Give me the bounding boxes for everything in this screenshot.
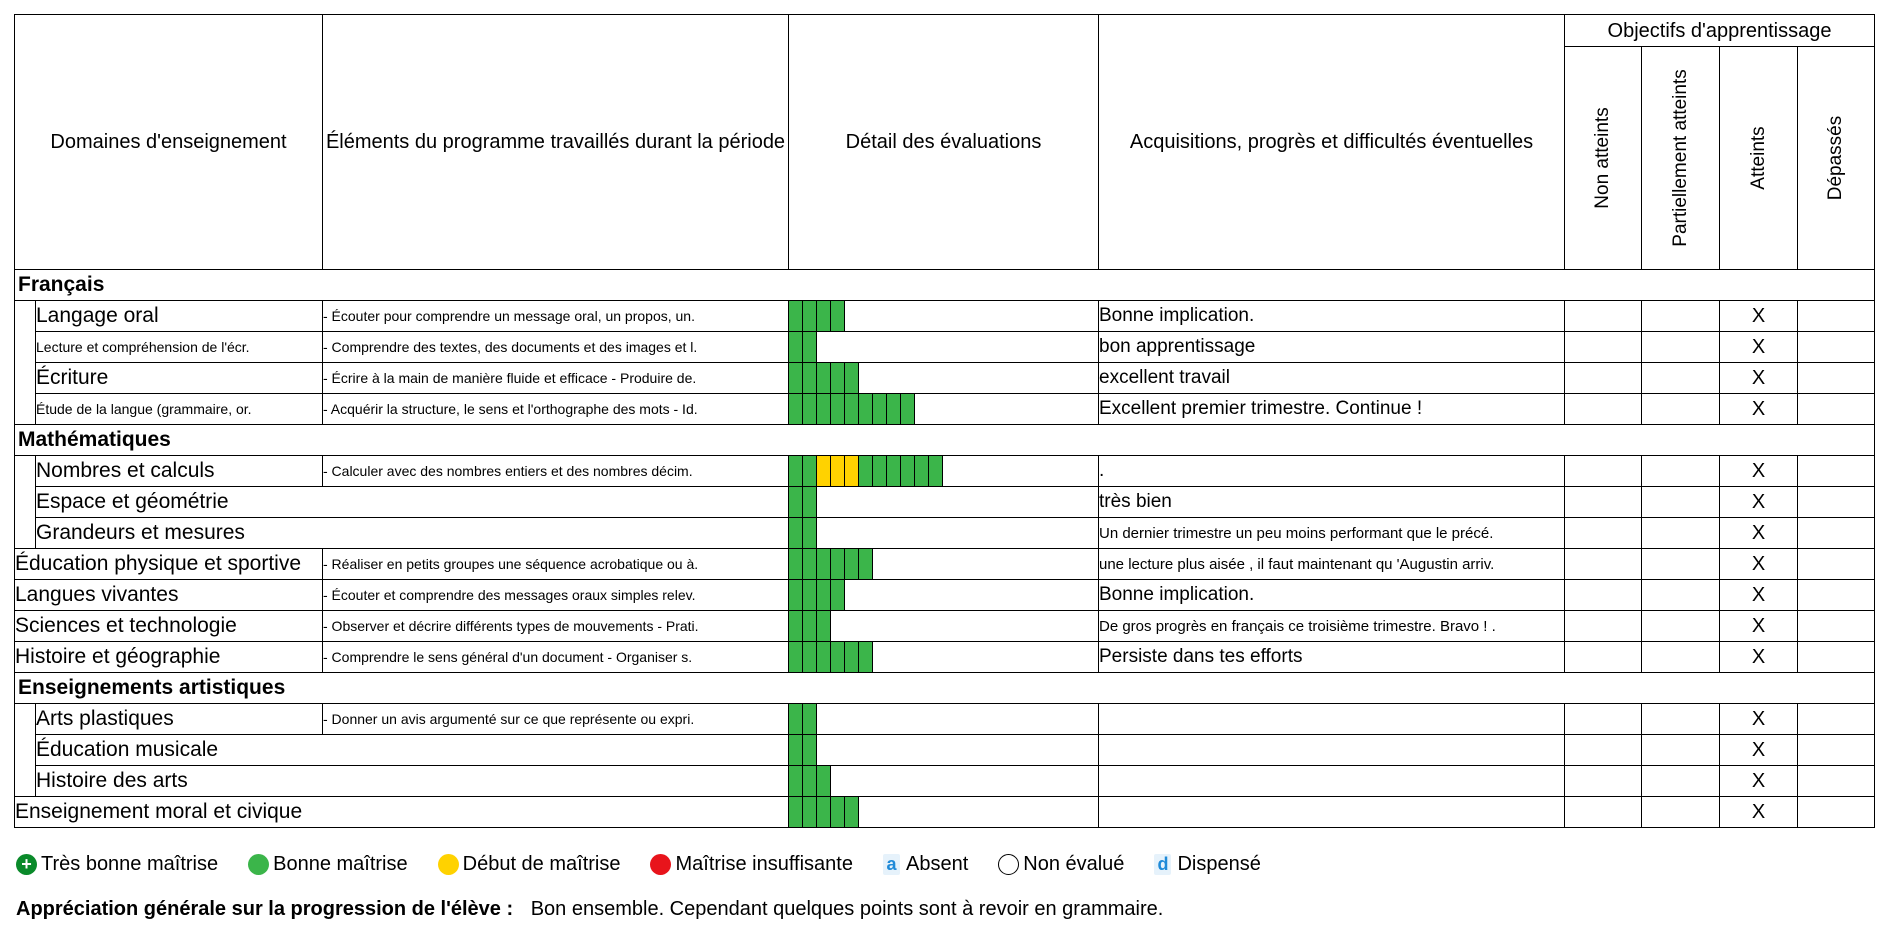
- evaluation-detail: [789, 797, 1099, 828]
- evaluation-cell: [803, 704, 817, 734]
- indent-cell: [15, 301, 36, 332]
- evaluation-cell: [803, 518, 817, 548]
- comment: Bonne implication.: [1099, 301, 1565, 332]
- comment: très bien: [1099, 487, 1565, 518]
- subject-name: Étude de la langue (grammaire, or.: [36, 394, 323, 425]
- evaluation-cell: [817, 549, 831, 579]
- plus-circle-icon: +: [16, 854, 37, 875]
- evaluation-cell: [803, 735, 817, 765]
- table-row: [15, 518, 1875, 549]
- objective-partiellement-atteints: [1642, 518, 1720, 549]
- evaluation-cells: [789, 332, 817, 362]
- objective-non-atteints: [1565, 332, 1642, 363]
- objective-non-atteints: [1565, 642, 1642, 673]
- subject-name: Arts plastiques: [36, 704, 323, 735]
- absent-icon: a: [883, 854, 900, 875]
- evaluation-cell: [789, 301, 803, 331]
- evaluation-cells: [789, 363, 859, 393]
- evaluation-cells: [789, 611, 831, 641]
- evaluation-cell: [803, 549, 817, 579]
- section-row: [15, 673, 1875, 704]
- evaluation-cells: [789, 704, 817, 734]
- section-fill: [789, 673, 1875, 704]
- evaluation-cell: [845, 363, 859, 393]
- evaluation-cells: [789, 456, 943, 486]
- evaluation-cell: [803, 766, 817, 796]
- legend-item: [1154, 853, 1260, 876]
- empty-circle-icon: [998, 854, 1019, 875]
- table-row: [15, 301, 1875, 332]
- table-row: [15, 766, 1875, 797]
- objective-atteints: X: [1720, 642, 1798, 673]
- general-appreciation-label: Appréciation générale sur la progression de l'élève :: [16, 898, 514, 920]
- objective-non-atteints: [1565, 549, 1642, 580]
- objective-non-atteints: [1565, 487, 1642, 518]
- evaluation-cells: [789, 549, 873, 579]
- section-title: Mathématiques: [15, 425, 789, 456]
- evaluation-cell: [831, 797, 845, 827]
- comment: [1099, 704, 1565, 735]
- subject-name: Éducation physique et sportive: [15, 549, 323, 580]
- table-row: [15, 549, 1875, 580]
- indent-cell: [15, 332, 36, 363]
- program-elements: - Écrire à la main de manière fluide et efficace - Produire de.: [323, 363, 789, 394]
- objective-partiellement-atteints: [1642, 332, 1720, 363]
- objective-non-atteints: [1565, 518, 1642, 549]
- evaluation-cell: [859, 549, 873, 579]
- objective-partiellement-atteints: [1642, 580, 1720, 611]
- evaluation-cell: [873, 456, 887, 486]
- legend-label: Dispensé: [1177, 853, 1261, 875]
- evaluation-detail: [789, 363, 1099, 394]
- evaluation-detail: [789, 549, 1099, 580]
- evaluation-cell: [859, 394, 873, 424]
- evaluation-cell: [845, 456, 859, 486]
- evaluation-cell: [789, 487, 803, 517]
- evaluation-cell: [915, 456, 929, 486]
- evaluation-cell: [789, 766, 803, 796]
- objective-atteints: X: [1720, 580, 1798, 611]
- objective-atteints: X: [1720, 611, 1798, 642]
- evaluation-cell: [831, 580, 845, 610]
- objective-atteints: X: [1720, 332, 1798, 363]
- subject-name: Histoire des arts: [36, 766, 789, 797]
- objective-depasses: [1798, 611, 1875, 642]
- objective-non-atteints: [1565, 611, 1642, 642]
- objective-atteints: X: [1720, 735, 1798, 766]
- comment: bon apprentissage: [1099, 332, 1565, 363]
- objective-depasses: [1798, 549, 1875, 580]
- evaluation-cell: [845, 797, 859, 827]
- evaluation-detail: [789, 394, 1099, 425]
- section-title: Enseignements artistiques: [15, 673, 789, 704]
- header-atteints: Atteints: [1720, 47, 1798, 270]
- indent-cell: [15, 394, 36, 425]
- evaluation-cell: [901, 456, 915, 486]
- evaluation-cells: [789, 518, 817, 548]
- subject-name: Éducation musicale: [36, 735, 789, 766]
- evaluation-cell: [789, 363, 803, 393]
- indent-cell: [15, 456, 36, 487]
- evaluation-cell: [789, 611, 803, 641]
- objective-non-atteints: [1565, 301, 1642, 332]
- general-appreciation-text: Bon ensemble. Cependant quelques points sont à revoir en grammaire.: [530, 898, 1164, 920]
- objective-partiellement-atteints: [1642, 394, 1720, 425]
- objective-depasses: [1798, 518, 1875, 549]
- evaluation-cell: [859, 456, 873, 486]
- indent-cell: [15, 518, 36, 549]
- section-fill: [789, 270, 1875, 301]
- evaluation-cell: [803, 580, 817, 610]
- objective-depasses: [1798, 642, 1875, 673]
- objective-depasses: [1798, 363, 1875, 394]
- header-elements: Éléments du programme travaillés durant la période: [323, 15, 789, 270]
- report-body: [15, 270, 1875, 828]
- section-fill: [789, 425, 1875, 456]
- evaluation-cell: [845, 642, 859, 672]
- subject-name: Langues vivantes: [15, 580, 323, 611]
- objective-non-atteints: [1565, 456, 1642, 487]
- program-elements: - Observer et décrire différents types de mouvements - Prati.: [323, 611, 789, 642]
- evaluation-detail: [789, 301, 1099, 332]
- evaluation-detail: [789, 735, 1099, 766]
- objective-depasses: [1798, 301, 1875, 332]
- subject-name: Lecture et compréhension de l'écr.: [36, 332, 323, 363]
- evaluation-cell: [789, 797, 803, 827]
- indent-cell: [15, 487, 36, 518]
- objective-partiellement-atteints: [1642, 487, 1720, 518]
- subject-name: Enseignement moral et civique: [15, 797, 789, 828]
- evaluation-cells: [789, 394, 915, 424]
- objective-depasses: [1798, 797, 1875, 828]
- table-row: [15, 394, 1875, 425]
- objective-partiellement-atteints: [1642, 766, 1720, 797]
- evaluation-cells: [789, 301, 845, 331]
- indent-cell: [15, 704, 36, 735]
- evaluation-cell: [803, 363, 817, 393]
- comment: .: [1099, 456, 1565, 487]
- evaluation-detail: [789, 611, 1099, 642]
- table-row: [15, 363, 1875, 394]
- legend-label: Bonne maîtrise: [273, 853, 408, 875]
- objective-depasses: [1798, 766, 1875, 797]
- objective-partiellement-atteints: [1642, 642, 1720, 673]
- comment: excellent travail: [1099, 363, 1565, 394]
- evaluation-cell: [803, 394, 817, 424]
- objective-partiellement-atteints: [1642, 735, 1720, 766]
- subject-name: Écriture: [36, 363, 323, 394]
- objective-depasses: [1798, 735, 1875, 766]
- program-elements: - Donner un avis argumenté sur ce que représente ou expri.: [323, 704, 789, 735]
- table-row: [15, 704, 1875, 735]
- legend-item: [16, 853, 218, 876]
- objective-non-atteints: [1565, 704, 1642, 735]
- evaluation-detail: [789, 487, 1099, 518]
- program-elements: - Comprendre des textes, des documents et des images et l.: [323, 332, 789, 363]
- table-row: [15, 580, 1875, 611]
- comment: [1099, 766, 1565, 797]
- evaluation-detail: [789, 704, 1099, 735]
- evaluation-cell: [803, 332, 817, 362]
- evaluation-cell: [859, 642, 873, 672]
- evaluation-cell: [789, 580, 803, 610]
- legend-item: [998, 853, 1124, 876]
- objective-atteints: X: [1720, 301, 1798, 332]
- evaluation-cell: [803, 797, 817, 827]
- legend-item: [883, 853, 968, 876]
- evaluation-detail: [789, 580, 1099, 611]
- program-elements: - Écouter et comprendre des messages oraux simples relev.: [323, 580, 789, 611]
- comment: [1099, 735, 1565, 766]
- table-row: [15, 611, 1875, 642]
- evaluation-cells: [789, 766, 831, 796]
- evaluation-cell: [901, 394, 915, 424]
- general-appreciation: [16, 898, 1163, 921]
- section-title: Français: [15, 270, 789, 301]
- objective-atteints: X: [1720, 487, 1798, 518]
- subject-name: Espace et géométrie: [36, 487, 789, 518]
- evaluation-cell: [803, 456, 817, 486]
- table-row: [15, 332, 1875, 363]
- evaluation-cell: [789, 394, 803, 424]
- header-partiellement-atteints: Partiellement atteints: [1642, 47, 1720, 270]
- evaluation-cell: [887, 394, 901, 424]
- evaluation-cells: [789, 580, 845, 610]
- evaluation-cell: [803, 487, 817, 517]
- objective-depasses: [1798, 456, 1875, 487]
- comment: Persiste dans tes efforts: [1099, 642, 1565, 673]
- evaluation-cell: [817, 394, 831, 424]
- green-circle-icon: [248, 854, 269, 875]
- objective-atteints: X: [1720, 518, 1798, 549]
- header-detail: Détail des évaluations: [789, 15, 1099, 270]
- table-row: [15, 487, 1875, 518]
- indent-cell: [15, 363, 36, 394]
- objective-partiellement-atteints: [1642, 301, 1720, 332]
- evaluation-cell: [831, 642, 845, 672]
- objective-atteints: X: [1720, 456, 1798, 487]
- evaluation-cell: [817, 766, 831, 796]
- evaluation-detail: [789, 642, 1099, 673]
- evaluation-cells: [789, 642, 873, 672]
- subject-name: Grandeurs et mesures: [36, 518, 789, 549]
- evaluation-cell: [831, 301, 845, 331]
- evaluation-cell: [831, 549, 845, 579]
- objective-atteints: X: [1720, 766, 1798, 797]
- evaluation-cell: [789, 332, 803, 362]
- comment: [1099, 797, 1565, 828]
- header-acquisitions: Acquisitions, progrès et difficultés éventuelles: [1099, 15, 1565, 270]
- section-row: [15, 270, 1875, 301]
- red-circle-icon: [650, 854, 671, 875]
- comment: une lecture plus aisée , il faut maintenant qu 'Augustin arriv.: [1099, 549, 1565, 580]
- program-elements: - Écouter pour comprendre un message oral, un propos, un.: [323, 301, 789, 332]
- objective-atteints: X: [1720, 797, 1798, 828]
- evaluation-cell: [803, 611, 817, 641]
- table-row: [15, 797, 1875, 828]
- objective-partiellement-atteints: [1642, 704, 1720, 735]
- evaluation-cell: [817, 363, 831, 393]
- subject-name: Nombres et calculs: [36, 456, 323, 487]
- dispense-icon: d: [1154, 854, 1171, 875]
- objective-partiellement-atteints: [1642, 456, 1720, 487]
- evaluation-cell: [817, 580, 831, 610]
- legend-label: Maîtrise insuffisante: [675, 853, 853, 875]
- objective-atteints: X: [1720, 549, 1798, 580]
- program-elements: - Réaliser en petits groupes une séquence acrobatique ou à.: [323, 549, 789, 580]
- evaluation-cell: [929, 456, 943, 486]
- indent-cell: [15, 735, 36, 766]
- evaluation-detail: [789, 518, 1099, 549]
- legend: [16, 853, 1291, 876]
- yellow-circle-icon: [438, 854, 459, 875]
- evaluation-cell: [817, 456, 831, 486]
- table-row: [15, 642, 1875, 673]
- report-table: [14, 14, 1875, 828]
- comment: Un dernier trimestre un peu moins performant que le précé.: [1099, 518, 1565, 549]
- objective-depasses: [1798, 704, 1875, 735]
- objective-non-atteints: [1565, 797, 1642, 828]
- evaluation-cell: [817, 797, 831, 827]
- header-depasses: Dépassés: [1798, 47, 1875, 270]
- legend-item: [248, 853, 408, 876]
- indent-cell: [15, 766, 36, 797]
- header-domaines: Domaines d'enseignement: [15, 15, 323, 270]
- header-non-atteints: Non atteints: [1565, 47, 1642, 270]
- table-row: [15, 456, 1875, 487]
- evaluation-cells: [789, 735, 817, 765]
- objective-atteints: X: [1720, 704, 1798, 735]
- comment: Excellent premier trimestre. Continue !: [1099, 394, 1565, 425]
- comment: Bonne implication.: [1099, 580, 1565, 611]
- evaluation-cell: [831, 363, 845, 393]
- objective-non-atteints: [1565, 363, 1642, 394]
- legend-label: Non évalué: [1023, 853, 1125, 875]
- objective-non-atteints: [1565, 735, 1642, 766]
- evaluation-detail: [789, 456, 1099, 487]
- legend-label: Début de maîtrise: [462, 853, 621, 875]
- program-elements: - Acquérir la structure, le sens et l'orthographe des mots - Id.: [323, 394, 789, 425]
- program-elements: - Comprendre le sens général d'un document - Organiser s.: [323, 642, 789, 673]
- evaluation-cell: [887, 456, 901, 486]
- evaluation-cells: [789, 797, 859, 827]
- header-objectifs: Objectifs d'apprentissage: [1565, 15, 1875, 47]
- legend-label: Très bonne maîtrise: [41, 853, 219, 875]
- evaluation-cell: [803, 642, 817, 672]
- evaluation-cell: [817, 611, 831, 641]
- objective-depasses: [1798, 332, 1875, 363]
- evaluation-cell: [789, 549, 803, 579]
- evaluation-cell: [817, 301, 831, 331]
- evaluation-detail: [789, 332, 1099, 363]
- evaluation-cell: [831, 456, 845, 486]
- objective-atteints: X: [1720, 394, 1798, 425]
- evaluation-cell: [803, 301, 817, 331]
- evaluation-cell: [845, 394, 859, 424]
- section-row: [15, 425, 1875, 456]
- subject-name: Sciences et technologie: [15, 611, 323, 642]
- objective-partiellement-atteints: [1642, 611, 1720, 642]
- objective-partiellement-atteints: [1642, 549, 1720, 580]
- comment: De gros progrès en français ce troisième trimestre. Bravo ! .: [1099, 611, 1565, 642]
- objective-non-atteints: [1565, 580, 1642, 611]
- evaluation-cell: [817, 642, 831, 672]
- objective-non-atteints: [1565, 394, 1642, 425]
- evaluation-cell: [789, 518, 803, 548]
- objective-partiellement-atteints: [1642, 363, 1720, 394]
- subject-name: Langage oral: [36, 301, 323, 332]
- evaluation-cell: [873, 394, 887, 424]
- evaluation-cell: [789, 642, 803, 672]
- legend-item: [650, 853, 853, 876]
- table-row: [15, 735, 1875, 766]
- objective-depasses: [1798, 394, 1875, 425]
- subject-name: Histoire et géographie: [15, 642, 323, 673]
- legend-label: Absent: [905, 853, 969, 875]
- evaluation-cell: [831, 394, 845, 424]
- program-elements: - Calculer avec des nombres entiers et des nombres décim.: [323, 456, 789, 487]
- evaluation-cell: [789, 735, 803, 765]
- objective-partiellement-atteints: [1642, 797, 1720, 828]
- evaluation-cell: [789, 456, 803, 486]
- evaluation-cell: [845, 549, 859, 579]
- objective-depasses: [1798, 487, 1875, 518]
- objective-depasses: [1798, 580, 1875, 611]
- objective-non-atteints: [1565, 766, 1642, 797]
- legend-item: [438, 853, 621, 876]
- evaluation-cells: [789, 487, 817, 517]
- evaluation-detail: [789, 766, 1099, 797]
- objective-atteints: X: [1720, 363, 1798, 394]
- evaluation-cell: [789, 704, 803, 734]
